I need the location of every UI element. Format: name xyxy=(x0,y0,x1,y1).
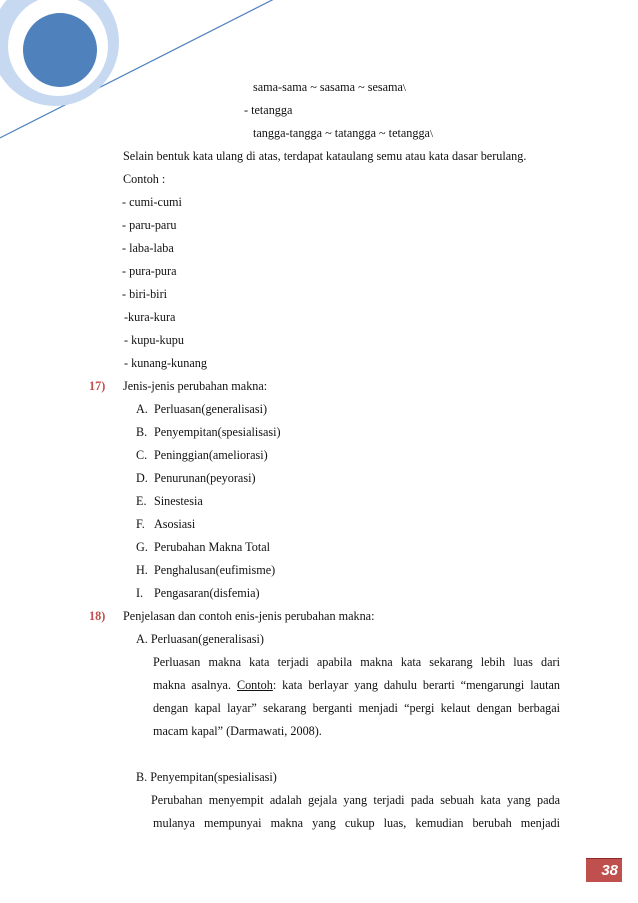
decorative-circle-inner xyxy=(23,13,97,87)
example-item: - laba-laba xyxy=(122,241,174,255)
header-line-2: - tetangga xyxy=(244,103,293,117)
example-item: - kupu-kupu xyxy=(124,333,184,347)
subsection-a-heading: A. Perluasan(generalisasi) xyxy=(136,632,264,646)
list-item-letter: G. xyxy=(136,540,148,554)
list-item-letter: F. xyxy=(136,517,145,531)
section-17-title: Jenis-jenis perubahan makna: xyxy=(123,379,268,393)
paragraph-line: Perubahan menyempit adalah gejala yang terjadi pada sebuah kata yang pada xyxy=(151,793,560,807)
section-17-number: 17) xyxy=(89,379,106,393)
paragraph-line: macam kapal” (Darmawati, 2008). xyxy=(153,724,322,738)
list-item-text: Perluasan(generalisasi) xyxy=(154,402,268,416)
list-item-letter: B. xyxy=(136,425,148,439)
list-item-text: Perubahan Makna Total xyxy=(154,540,271,554)
page-number-box xyxy=(586,858,622,882)
example-item: - paru-paru xyxy=(122,218,177,232)
example-item: - pura-pura xyxy=(122,264,177,278)
list-item-letter: A. xyxy=(136,402,148,416)
page-number: 38 xyxy=(601,862,618,879)
contoh-link: Contoh xyxy=(236,678,273,692)
paragraph-line: mulanya mempunyai makna yang cukup luas, kemudian berubah menjadi xyxy=(153,816,560,830)
list-item-letter: H. xyxy=(136,563,148,577)
list-item-text: Penurunan(peyorasi) xyxy=(154,471,256,485)
example-item: - kunang-kunang xyxy=(124,356,207,370)
example-item: - biri-biri xyxy=(122,287,168,301)
header-line-3: tangga-tangga ~ tatangga ~ tetangga\ xyxy=(253,126,434,140)
list-item-text: Asosiasi xyxy=(154,517,196,531)
section-18-title: Penjelasan dan contoh enis-jenis perubahan makna: xyxy=(123,609,375,623)
subsection-b-heading: B. Penyempitan(spesialisasi) xyxy=(136,770,277,784)
list-item-letter: C. xyxy=(136,448,148,462)
list-item-text: Sinestesia xyxy=(154,494,203,508)
list-item-letter: I. xyxy=(136,586,144,600)
section-18-number: 18) xyxy=(89,609,106,623)
list-item-letter: E. xyxy=(136,494,147,508)
intro-text: Selain bentuk kata ulang di atas, terdapat kataulang semu atau kata dasar berulang. xyxy=(123,149,527,163)
list-item-text: Penghalusan(eufimisme) xyxy=(154,563,276,577)
paragraph-line: makna asalnya. Contoh: kata berlayar yang dahulu berarti “mengarungi lautan xyxy=(153,678,560,692)
list-item-text: Penyempitan(spesialisasi) xyxy=(154,425,281,439)
contoh-label: Contoh : xyxy=(123,172,166,186)
list-item-text: Peninggian(ameliorasi) xyxy=(154,448,268,462)
header-line-1: sama-sama ~ sasama ~ sesama\ xyxy=(253,80,406,94)
example-item: - cumi-cumi xyxy=(122,195,182,209)
list-item-text: Pengasaran(disfemia) xyxy=(154,586,260,600)
paragraph-line: dengan kapal layar” sekarang berganti menjadi “pergi kelaut dengan berbagai xyxy=(153,701,560,715)
paragraph-line: Perluasan makna kata terjadi apabila makna kata sekarang lebih luas dari xyxy=(153,655,560,669)
list-item-letter: D. xyxy=(136,471,148,485)
example-item: -kura-kura xyxy=(124,310,176,324)
